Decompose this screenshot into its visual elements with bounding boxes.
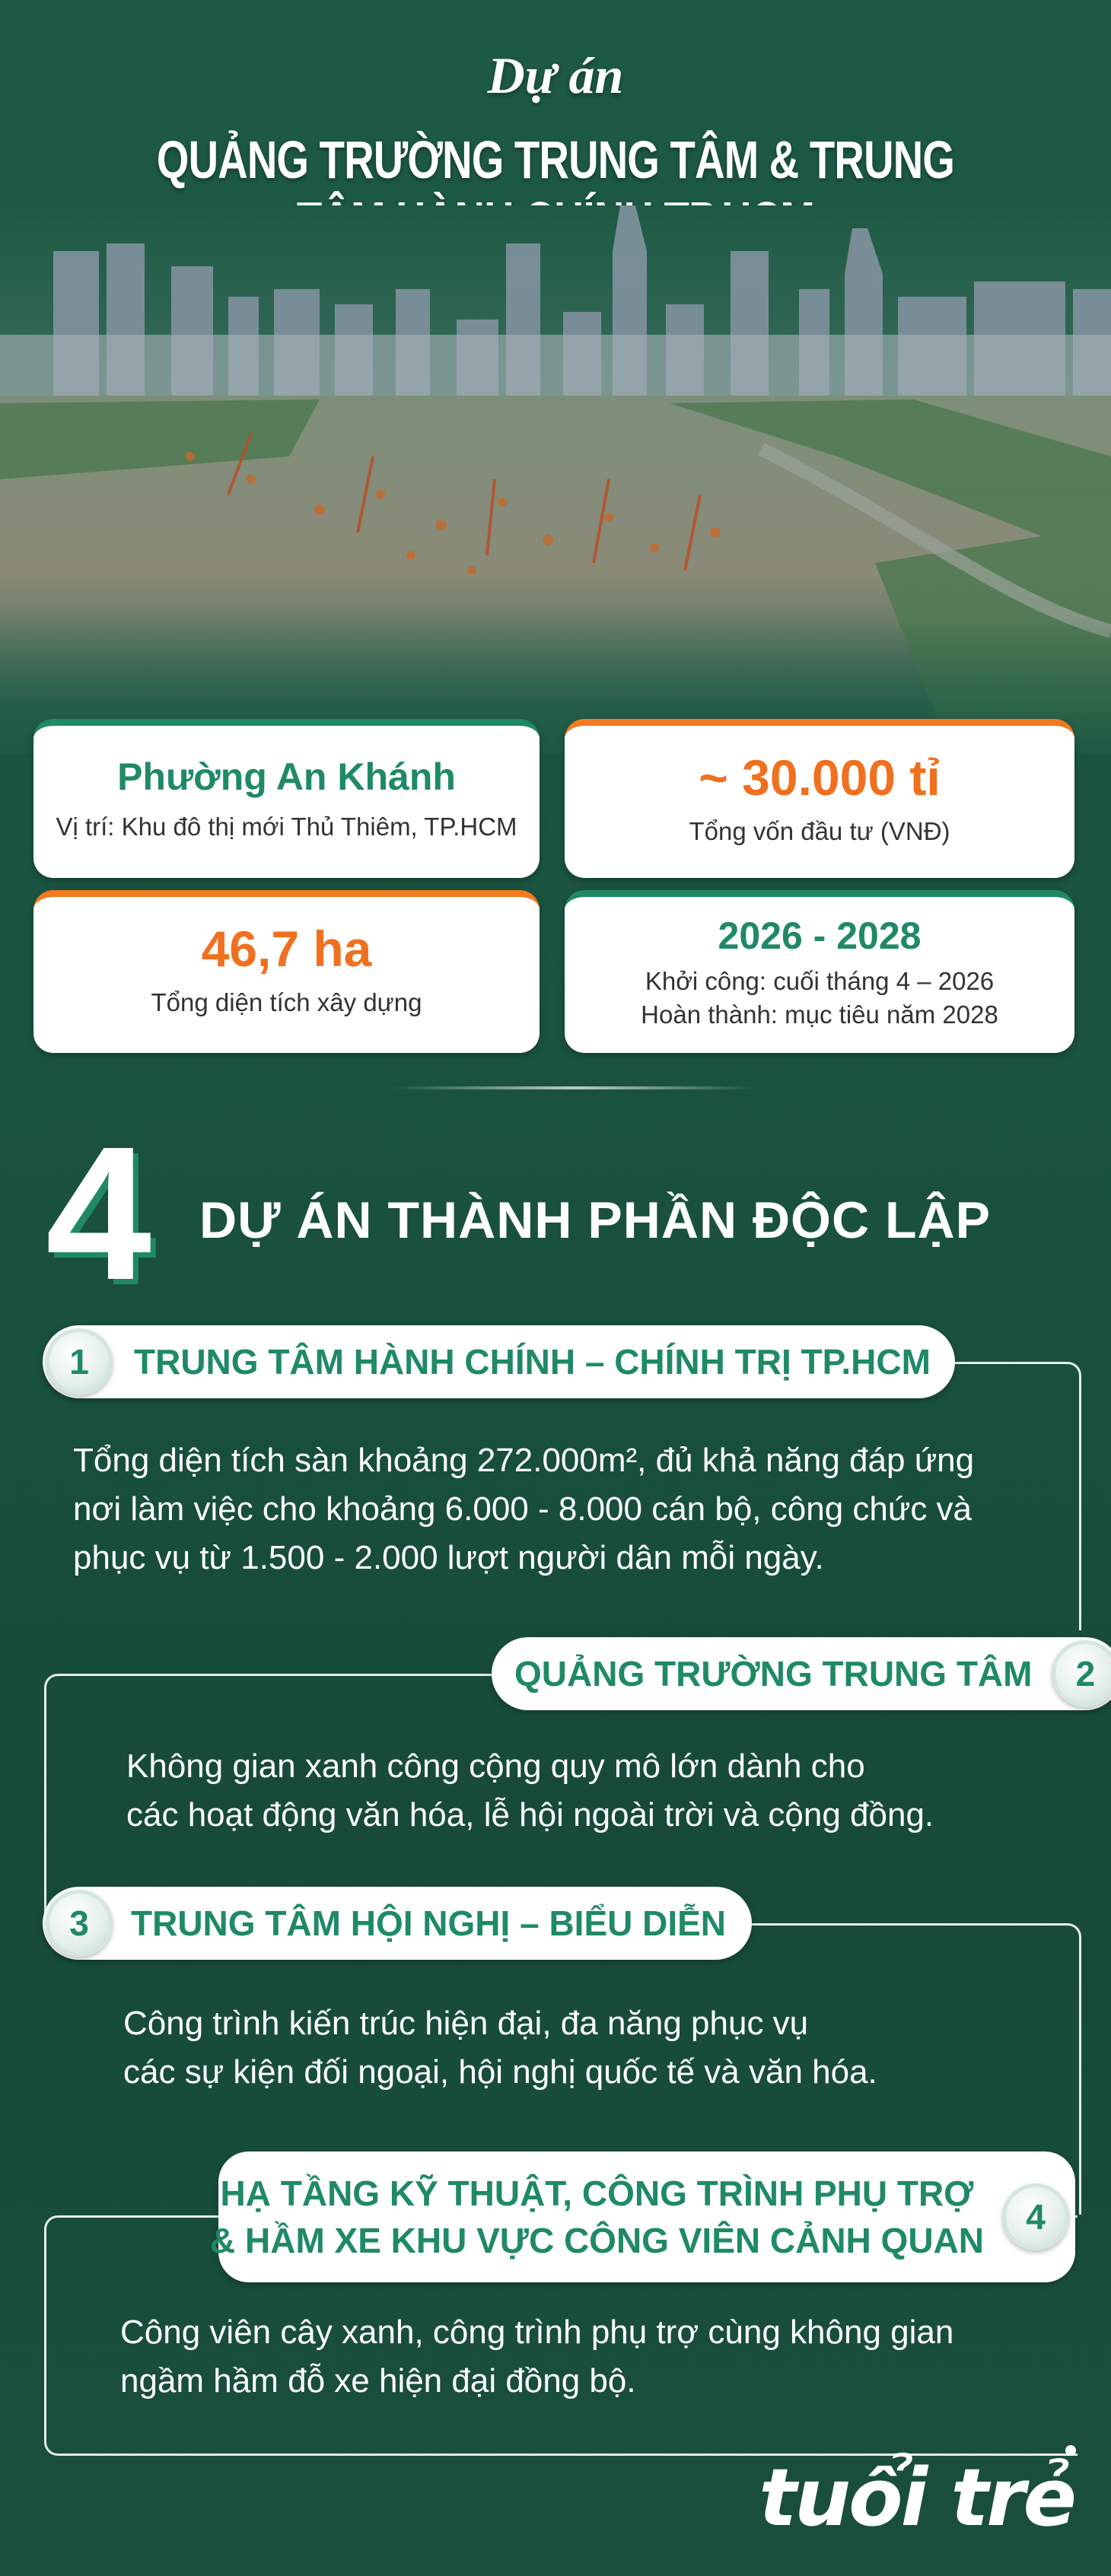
component-1-line-3: phục vụ từ 1.500 - 2.000 lượt người dân mỗi ngày. (73, 1539, 824, 1576)
component-1-description (73, 1436, 974, 1582)
component-3-line-2: các sự kiện đối ngoại, hội nghị quốc tế và văn hóa. (123, 2053, 877, 2091)
component-4-description (120, 2308, 953, 2406)
location-title: Phường An Khánh (117, 755, 456, 798)
tuoi-tre-logo: tuổi trẻ (759, 2451, 1074, 2544)
capital-subtitle: Tổng vốn đầu tư (VNĐ) (689, 817, 950, 845)
component-1-label: TRUNG TÂM HÀNH CHÍNH – CHÍNH TRỊ TP.HCM (134, 1342, 931, 1382)
timeline-value: 2026 - 2028 (718, 914, 922, 957)
component-1-line-2: nơi làm việc cho khoảng 6.000 - 8.000 cán bộ, công chức và (73, 1490, 973, 1528)
component-4-label (210, 2170, 984, 2264)
component-3-title (43, 1887, 752, 1960)
component-3-description (123, 1999, 877, 2097)
component-2-number: 2 (1052, 1640, 1111, 1707)
component-3-number: 3 (46, 1890, 113, 1957)
page-title: QUẢNG TRƯỜNG TRUNG TÂM & TRUNG (156, 130, 955, 189)
component-2-description (126, 1742, 934, 1840)
kicker: Dự án (487, 46, 624, 104)
component-4-label-line-2: & HẦM XE KHU VỰC CÔNG VIÊN CẢNH QUAN (210, 2221, 984, 2260)
area-card (33, 890, 540, 1053)
section-number: 4 (46, 1107, 152, 1319)
area-subtitle: Tổng diện tích xây dựng (151, 988, 422, 1016)
component-4-line-2: ngầm hầm đỗ xe hiện đại đồng bộ. (120, 2362, 636, 2399)
component-1-line-1: Tổng diện tích sàn khoảng 272.000m², đủ khả năng đáp ứng (73, 1442, 975, 1479)
capital-value: ~ 30.000 tỉ (699, 749, 941, 806)
area-value: 46,7 ha (201, 921, 372, 977)
component-4-line-1: Công viên cây xanh, công trình phụ trợ cùng không gian (120, 2314, 954, 2351)
component-3-label: TRUNG TÂM HỘI NGHỊ – BIỂU DIỄN (131, 1903, 727, 1943)
component-4-label-line-1: HẠ TẦNG KỸ THUẬT, CÔNG TRÌNH PHỤ TRỢ (220, 2174, 974, 2213)
component-1-title (43, 1325, 955, 1398)
component-3-line-1: Công trình kiến trúc hiện đại, đa năng phục vụ (123, 2005, 809, 2042)
location-card (33, 719, 540, 878)
component-4-number: 4 (1002, 2183, 1069, 2250)
component-1-number: 1 (46, 1328, 113, 1395)
component-2-label: QUẢNG TRƯỜNG TRUNG TÂM (514, 1654, 1033, 1693)
timeline-card (565, 890, 1074, 1053)
component-2-line-1: Không gian xanh công cộng quy mô lớn dành cho (126, 1748, 865, 1785)
timeline-finish: Hoàn thành: mục tiêu năm 2028 (641, 1000, 998, 1029)
component-2-title (492, 1637, 1111, 1710)
divider (392, 1086, 757, 1089)
capital-card (565, 719, 1074, 878)
component-4-title (210, 2151, 1075, 2282)
component-2-line-2: các hoạt động văn hóa, lễ hội ngoài trời và cộng đồng. (126, 1796, 934, 1833)
section-title: DỰ ÁN THÀNH PHẦN ĐỘC LẬP (199, 1191, 991, 1249)
location-subtitle: Vị trí: Khu đô thị mới Thủ Thiêm, TP.HCM (56, 813, 517, 841)
construction-site-photo (0, 205, 1111, 753)
timeline-start: Khởi công: cuối tháng 4 – 2026 (645, 967, 995, 995)
